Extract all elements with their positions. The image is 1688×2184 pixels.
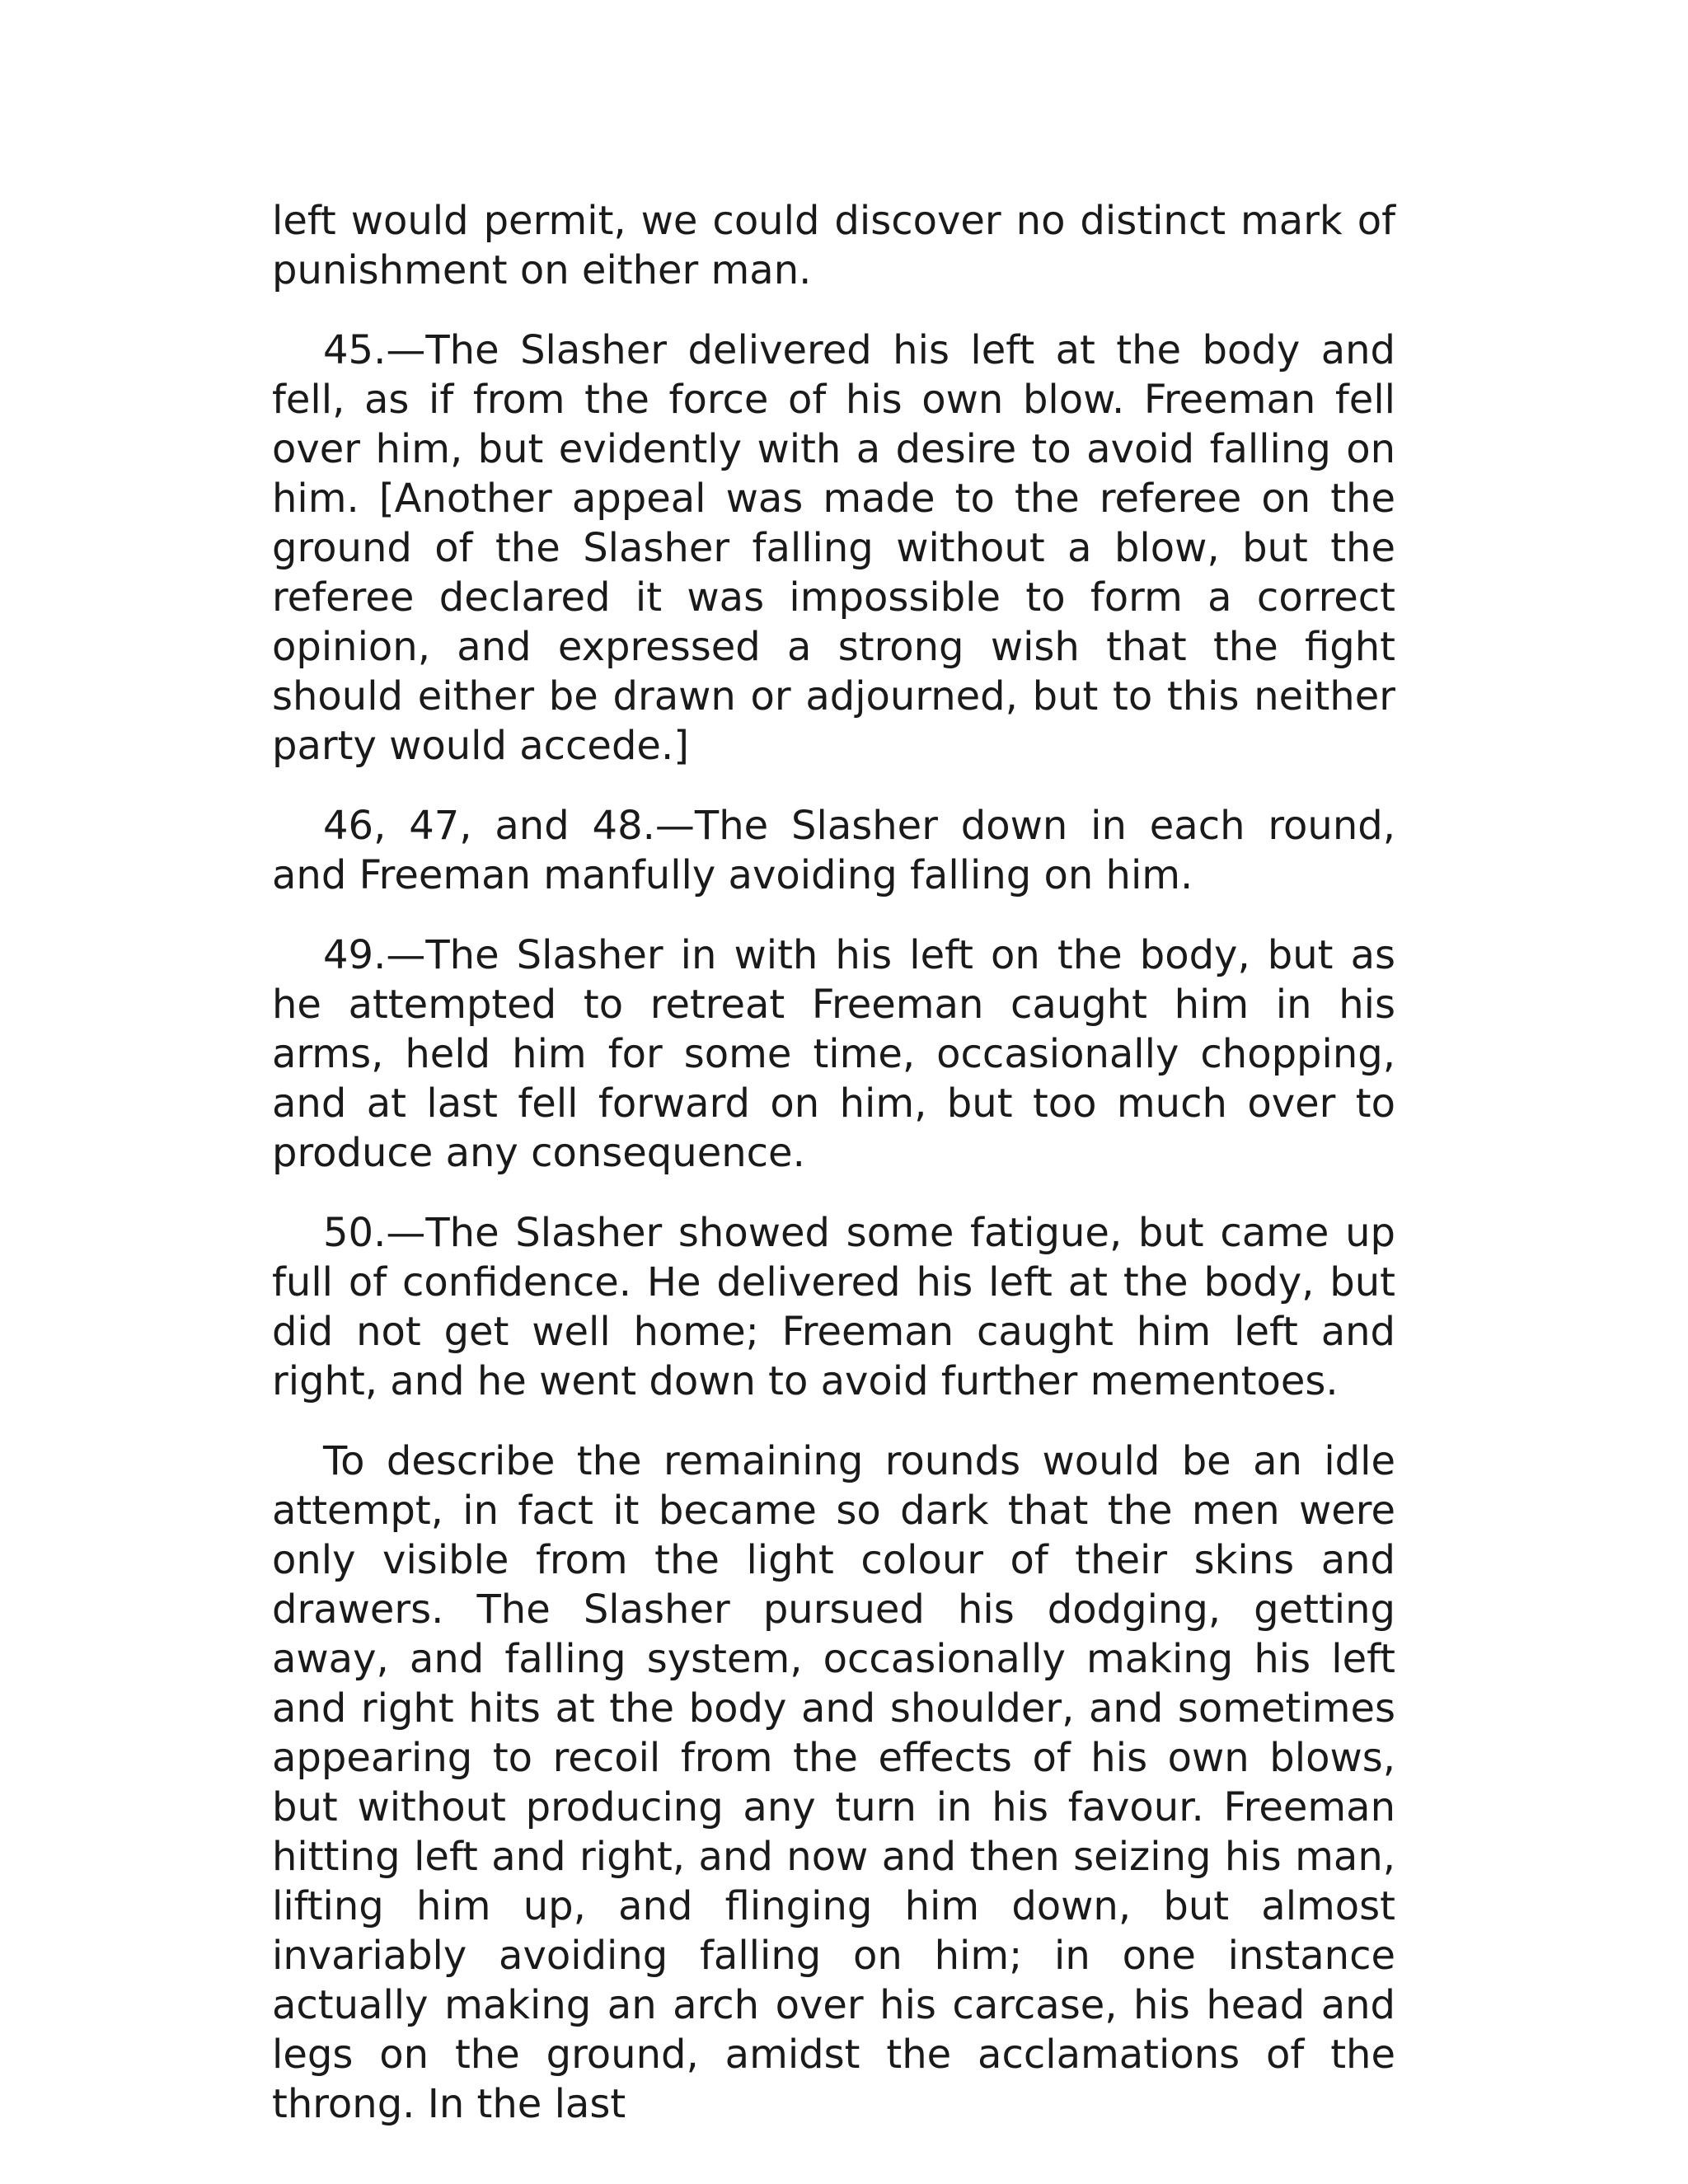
paragraph-round-49: 49.—The Slasher in with his left on the body, but as he attempted to retreat Freeman caught him in his arms, held him for some time, occasionally chopping, and at last fell forward on him, but too much over to produce any consequence. bbox=[272, 932, 1395, 1176]
paragraph-round-50: 50.—The Slasher showed some fatigue, but came up full of confidence. He delivered his left at the body, but did not get well home; Freeman caught him left and right, and he went down to avoid further mementoes. bbox=[272, 1210, 1395, 1404]
paragraph-rounds-46-48: 46, 47, and 48.—The Slasher down in each round, and Freeman manfully avoiding falling on him. bbox=[272, 803, 1395, 898]
paragraph-round-45: 45.—The Slasher delivered his left at the body and fell, as if from the force of his own blow. Freeman fell over him, but evidently with a desire to avoid falling on him. [Another appeal was made to the referee on the ground of the Slasher falling without a blow, but the referee declared it was impossible to form a correct opinion, and expressed a strong wish that the fight should either be drawn or adjourned, but to this neither party would accede.] bbox=[272, 327, 1395, 769]
page-body bbox=[272, 196, 1395, 2159]
paragraph-continuation: left would permit, we could discover no distinct mark of punishment on either man. bbox=[272, 198, 1395, 293]
paragraph-remaining-rounds: To describe the remaining rounds would be an idle attempt, in fact it became so dark that the men were only visible from the light colour of their skins and drawers. The Slasher pursued his dodging, getting away, and falling system, occasionally making his left and right hits at the body and shoulder, and sometimes appearing to recoil from the effects of his own blows, but without producing any turn in his favour. Freeman hitting left and right, and now and then seizing his man, lifting him up, and flinging him down, but almost invariably avoiding falling on him; in one instance actually making an arch over his carcase, his head and legs on the ground, amidst the acclamations of the throng. In the last bbox=[272, 1438, 1395, 2127]
